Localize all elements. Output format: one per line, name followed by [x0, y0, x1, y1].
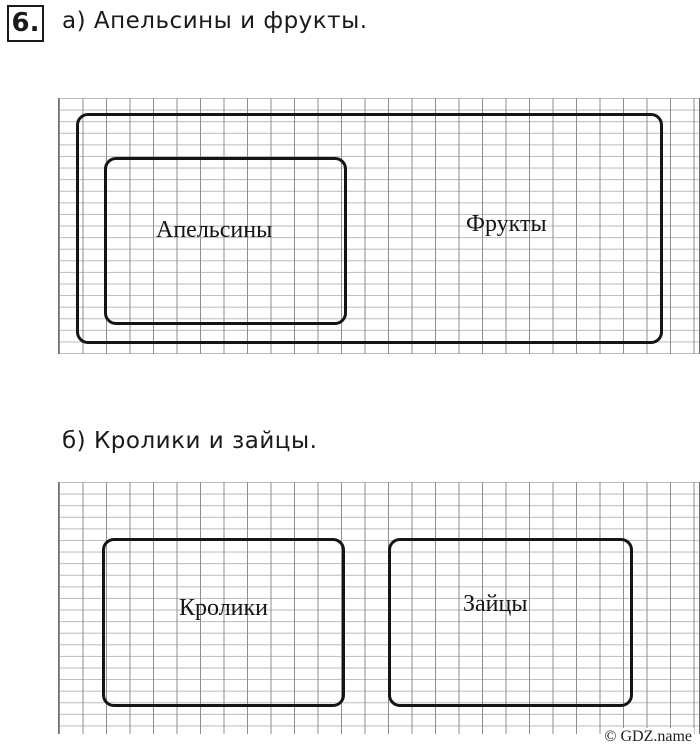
problem-number: 6. [7, 5, 44, 42]
set-label-rabbits: Кролики [179, 595, 269, 621]
set-label-fruits: Фрукты [466, 211, 547, 237]
grid-part-a [58, 98, 700, 354]
watermark: © GDZ.name [604, 728, 692, 745]
set-box-hares [388, 538, 633, 707]
caption-part-a: а) Апельсины и фрукты. [62, 8, 368, 34]
set-label-oranges: Апельсины [156, 217, 273, 243]
grid-part-b [58, 482, 700, 734]
set-label-hares: Зайцы [463, 591, 528, 617]
set-box-rabbits [102, 538, 345, 707]
caption-part-b: б) Кролики и зайцы. [62, 428, 318, 454]
